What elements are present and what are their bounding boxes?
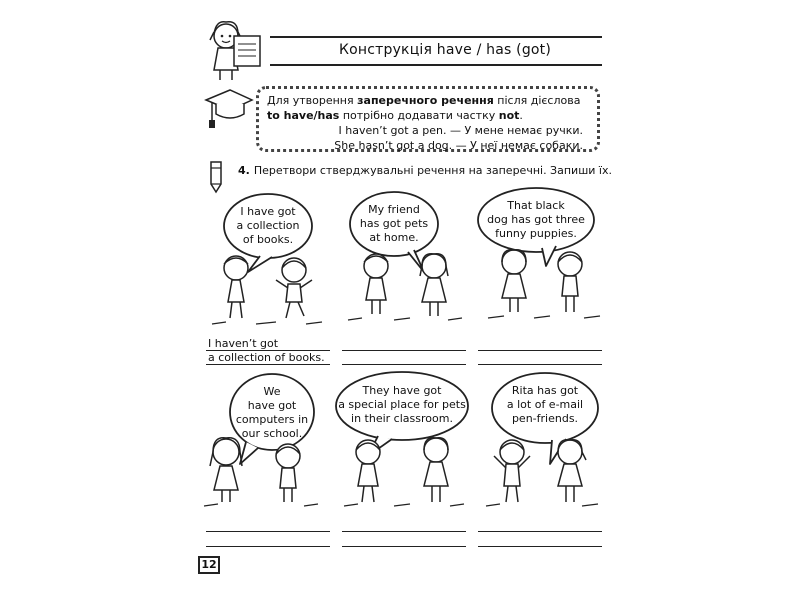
kids-illustration-6 [482, 430, 602, 510]
girl-with-book-illustration [200, 14, 270, 84]
page-number: 12 [198, 556, 220, 574]
rule-line-1: Для утворення заперечного речення після дієслова [267, 94, 581, 107]
kids-illustration-3 [484, 244, 604, 324]
answer-line-1b [206, 364, 330, 365]
kids-illustration-2 [344, 248, 464, 328]
speech-bubble-1: I have got a collection of books. [236, 205, 300, 246]
answer-line-4a[interactable] [206, 531, 330, 532]
page-title: Конструкція have / has (got) [338, 42, 552, 58]
answer-text-line-1: I haven’t got [208, 337, 279, 350]
answer-line-6b[interactable] [478, 546, 602, 547]
graduation-cap-icon [204, 84, 254, 130]
speech-bubble-3: That black dog has got three funny puppies. [487, 199, 585, 240]
header-rule-bottom [270, 64, 602, 66]
task-instruction: 4. Перетвори стверджувальні речення на заперечні. Запиши їх. [238, 164, 612, 177]
grammar-rule-box [256, 86, 600, 152]
answer-line-5a[interactable] [342, 531, 466, 532]
rule-example-1: I haven’t got a pen. — У мене немає ручки. [338, 124, 583, 137]
kids-illustration-1 [206, 250, 326, 330]
rule-line-2: to have/has потрібно додавати частку not. [267, 109, 523, 122]
answer-line-6a[interactable] [478, 531, 602, 532]
answer-line-3a[interactable] [478, 350, 602, 351]
answer-text-line-2: a collection of books. [208, 351, 325, 364]
speech-bubble-2: My friend has got pets at home. [359, 203, 429, 244]
answer-line-2b[interactable] [342, 364, 466, 365]
kids-illustration-5 [338, 430, 468, 510]
answer-line-5b[interactable] [342, 546, 466, 547]
speech-bubble-5: They have got a special place for pets in their classroom. [338, 384, 466, 425]
pencil-icon [206, 160, 228, 194]
speech-bubble-6: Rita has got a lot of e-mail pen-friends. [506, 384, 584, 425]
answer-line-4b[interactable] [206, 546, 330, 547]
speech-bubble-4: We have got computers in our school. [235, 385, 309, 440]
rule-example-2: She hasn’t got a dog. — У неї немає собаки. [334, 139, 583, 152]
answer-line-3b[interactable] [478, 364, 602, 365]
header-rule-top [270, 36, 602, 38]
kids-illustration-4 [200, 430, 320, 510]
answer-line-2a[interactable] [342, 350, 466, 351]
